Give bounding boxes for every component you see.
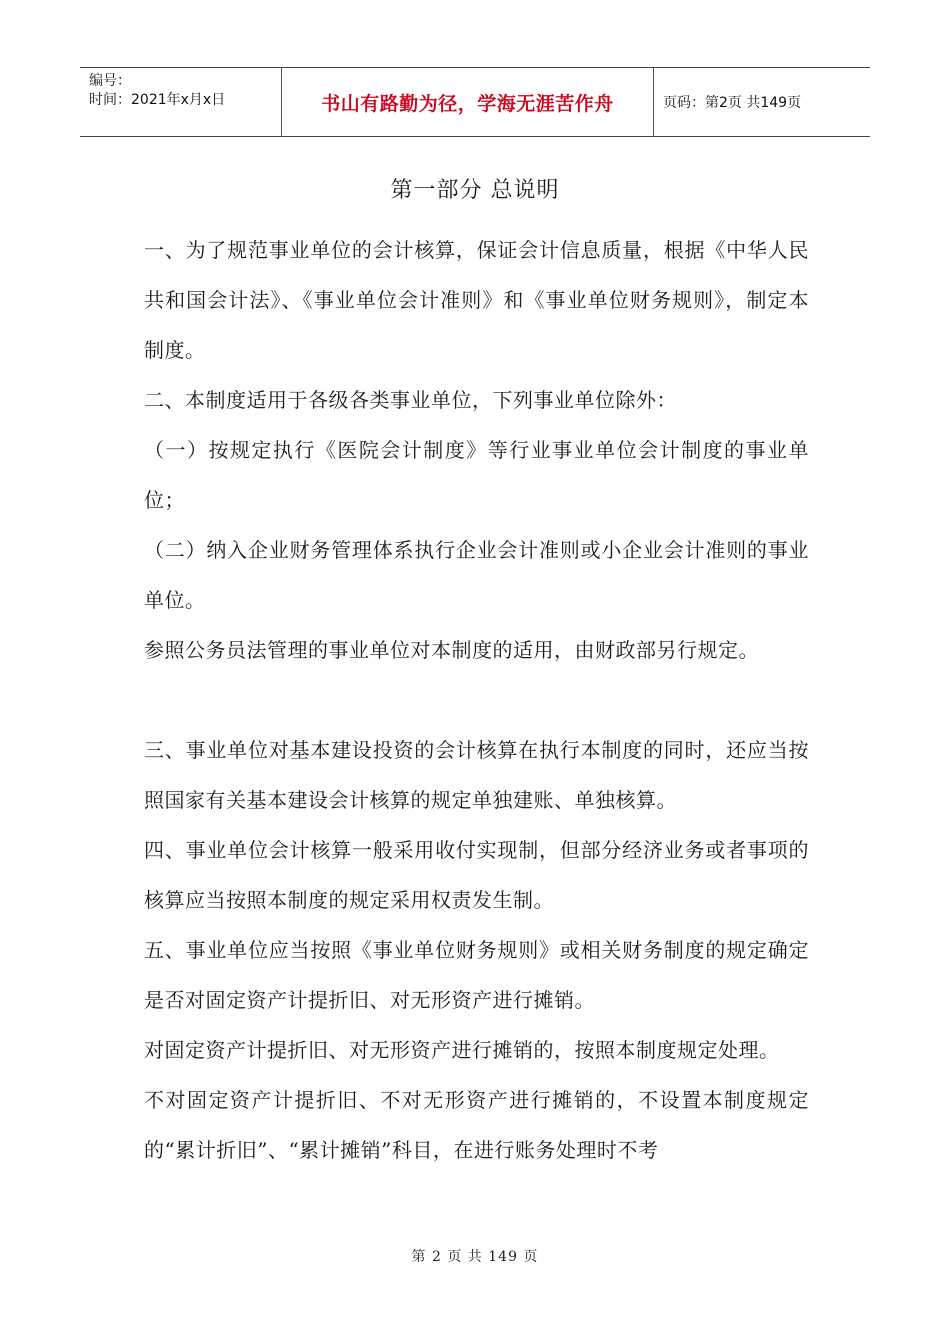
document-date: 时间：2021年x月x日 (89, 92, 226, 108)
paragraph: 参照公务员法管理的事业单位对本制度的适用，由财政部另行规定。 (144, 638, 759, 662)
document-body (144, 225, 809, 1175)
header-slogan-cell (282, 68, 654, 136)
paragraph: 四、事业单位会计核算一般采用收付实现制，但部分经济业务或者事项的核算应当按照本制度的规定采用权责发生制。 (144, 838, 809, 912)
header-page-info-cell (654, 68, 870, 136)
paragraph: （二）纳入企业财务管理体系执行企业会计准则或小企业会计准则的事业单位。 (144, 538, 809, 612)
paragraph: （一）按规定执行《医院会计制度》等行业事业单位会计制度的事业单位； (144, 438, 809, 512)
header-slogan: 书山有路勤为径，学海无涯苦作舟 (321, 92, 614, 115)
header-page-info: 页码：第2页 共149页 (663, 95, 802, 111)
section-title: 第一部分 总说明 (390, 178, 560, 203)
header-meta (80, 68, 282, 136)
paragraph: 二、本制度适用于各级各类事业单位，下列事业单位除外： (144, 388, 677, 412)
paragraph: 三、事业单位对基本建设投资的会计核算在执行本制度的同时，还应当按照国家有关基本建设会计核算的规定单独建账、单独核算。 (144, 738, 809, 812)
document-header (80, 67, 870, 137)
document-number-label: 编号： (89, 73, 131, 89)
paragraph: 对固定资产计提折旧、对无形资产进行摊销的，按照本制度规定处理。 (144, 1038, 780, 1062)
page-footer: 第 2 页 共 149 页 (411, 1249, 539, 1265)
paragraph: 五、事业单位应当按照《事业单位财务规则》或相关财务制度的规定确定是否对固定资产计提折旧、对无形资产进行摊销。 (144, 938, 809, 1012)
paragraph: 一、为了规范事业单位的会计核算，保证会计信息质量，根据《中华人民共和国会计法》、《事业单位会计准则》和《事业单位财务规则》，制定本制度。 (144, 238, 809, 362)
paragraph: 不对固定资产计提折旧、不对无形资产进行摊销的，不设置本制度规定的“累计折旧”、“累计摊销”科目，在进行账务处理时不考 (144, 1088, 809, 1162)
